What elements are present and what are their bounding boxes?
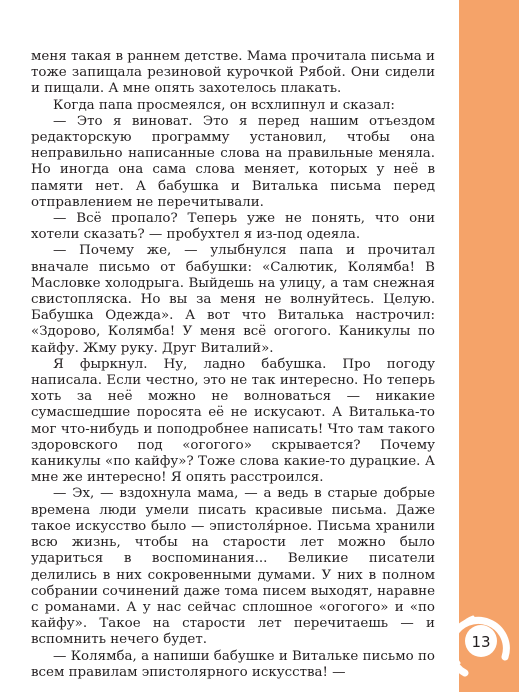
paragraph: — Эх, — вздохнула мама, — а ведь в старые добрые времена люди умели писать красивые письма. Даже такое искусство было — эпистоля́рное. Письма хранили всю жизнь, чтобы на старости лет можно было удариться в воспоминания... Великие писатели делились в них сокровенными думами. У них в полном собрании сочинений даже тома писем выходят, наравне с романами. А у нас сейчас сплошное «огогого» и «по кайфу». Такое на старости лет перечитаешь — и вспомнить нечего будет.	[31, 486, 435, 648]
page-side-band	[459, 0, 519, 692]
paragraph: Когда папа просмеялся, он всхлипнул и сказал:	[53, 97, 395, 113]
paragraph: Я фыркнул. Ну, ладно бабушка. Про погоду написала. Если честно, это не так интересно. Но теперь хоть за неё можно не волноваться — никакие сумасшедшие поросята её не искусают. А Виталька-то мог что-нибудь и поподробнее написать! Что там такого здоровского под «огогого» скрывается? Почему каникулы «по кайфу»? Тоже слова какие-то дурацкие. А мне же интересно! Я опять расстроился.	[31, 356, 435, 486]
paragraph: — Всё пропало? Теперь уже не понять, что они хотели сказать? — пробухтел я из-под одеяла.	[31, 211, 435, 243]
paragraph: — Почему же, — улыбнулся папа и прочитал вначале письмо от бабушки: «Салютик, Колямба! В Масловке холодрыга. Выйдешь на улицу, а там снежная свистопляска. Но вы за меня не волнуйтесь. Целую. Бабушка Одежда». А вот что Виталька настрочил: «Здорово, Колямба! У меня всё огогого. Каникулы по кайфу. Жму руку. Друг Виталий».	[31, 243, 435, 356]
story-text	[31, 49, 435, 681]
paragraph: меня такая в раннем детстве. Мама прочитала письма и тоже запищала резиновой курочкой Рябой. Они сидели и пищали. А мне опять захотелось плакать.	[31, 49, 435, 97]
page-number: 13	[471, 633, 491, 651]
page-number-badge	[445, 603, 519, 685]
paragraph: — Это я виноват. Это я перед нашим отъездом редакторскую программу установил, чтобы она неправильно написанные слова на правильные меняла. Но иногда она сама слова меняет, которых у неё в памяти нет. А бабушка и Виталька письма перед отправлением не перечитывали.	[31, 113, 435, 210]
paragraph: — Колямба, а напиши бабушке и Витальке письмо по всем правилам эпистолярного искусства! —	[31, 648, 435, 680]
